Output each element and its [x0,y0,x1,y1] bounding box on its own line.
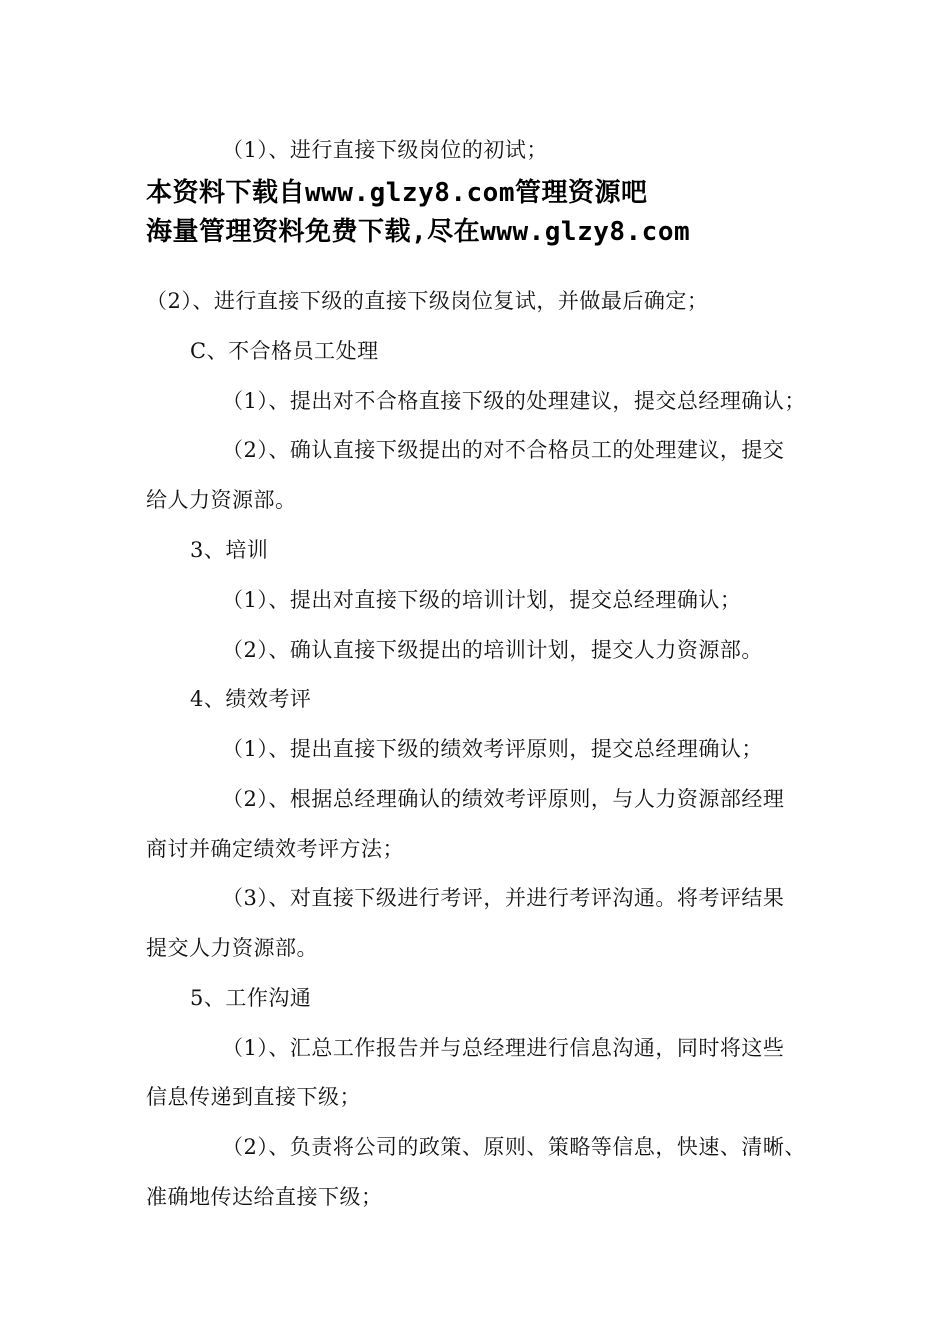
paragraph-performance-2-cont: 商讨并确定绩效考评方法； [146,837,404,861]
heading-communication: 5、工作沟通 [190,986,312,1010]
paragraph-performance-3: （3）、对直接下级进行考评，并进行考评沟通。将考评结果 [222,886,785,910]
paragraph-unqualified-1: （1）、提出对不合格直接下级的处理建议，提交总经理确认； [222,389,806,413]
paragraph-communication-2-cont: 准确地传达给直接下级； [146,1185,383,1209]
heading-performance: 4、绩效考评 [190,687,312,711]
watermark-line-2: 海量管理资料免费下载,尽在www.glzy8.com [146,217,691,247]
paragraph-initial-interview: （1）、进行直接下级岗位的初试； [222,138,548,162]
paragraph-communication-1-cont: 信息传递到直接下级； [146,1085,361,1109]
paragraph-training-2: （2）、确认直接下级提出的培训计划，提交人力资源部。 [222,638,763,662]
paragraph-performance-2: （2）、根据总经理确认的绩效考评原则，与人力资源部经理 [222,787,785,811]
paragraph-performance-1: （1）、提出直接下级的绩效考评原则，提交总经理确认； [222,737,763,761]
paragraph-training-1: （1）、提出对直接下级的培训计划，提交总经理确认； [222,588,742,612]
watermark-line-1: 本资料下载自www.glzy8.com管理资源吧 [146,178,648,208]
heading-unqualified-staff: C、不合格员工处理 [190,339,379,363]
paragraph-performance-3-cont: 提交人力资源部。 [146,936,318,960]
paragraph-communication-2: （2）、负责将公司的政策、原则、策略等信息，快速、清晰、 [222,1135,806,1159]
paragraph-communication-1: （1）、汇总工作报告并与总经理进行信息沟通，同时将这些 [222,1036,785,1060]
paragraph-reinterview: （2）、进行直接下级的直接下级岗位复试，并做最后确定； [146,289,709,313]
paragraph-unqualified-2: （2）、确认直接下级提出的对不合格员工的处理建议，提交 [222,438,785,462]
heading-training: 3、培训 [190,538,269,562]
paragraph-unqualified-2-cont: 给人力资源部。 [146,488,297,512]
